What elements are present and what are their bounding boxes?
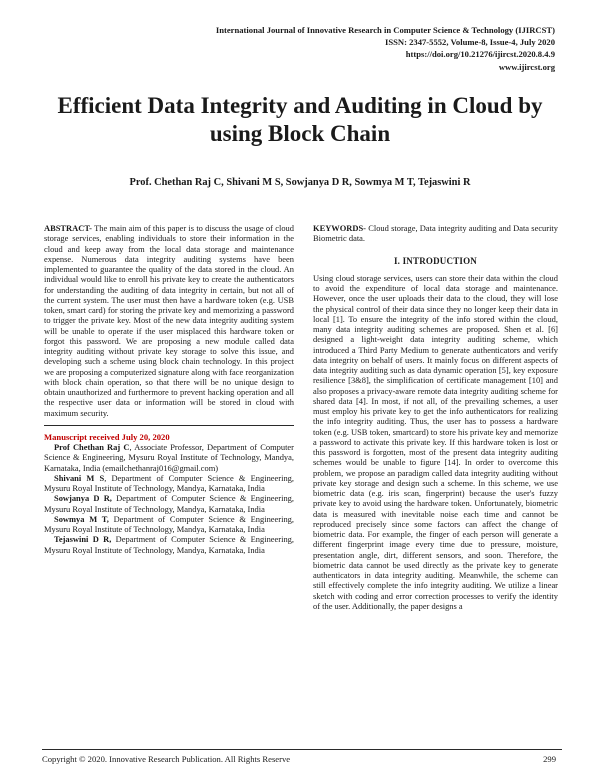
introduction-heading: I. INTRODUCTION: [393, 255, 477, 266]
journal-header: [135, 24, 555, 73]
affiliation-details: , Associate Professor, Department of Computer Science & Engineering, Mysuru Royal Institute of Technology, Mandya, Karnataka, India (emailchethanraj016@gmail.com): [44, 442, 294, 473]
abstract-text: The main aim of this paper is to discuss the usage of cloud storage services, enabling individuals to store their information in the cloud and keep away from the local data storage and maintenance expense. Numerous data integrity auditing systems have been implemented to guarantee the quality of the data stored in the cloud. An individual would like to enroll his private key to create the authenticators for understanding the auditing of data integrity in certain, but not all of the current system. The user must then have a hardware token (e.g. USB token, smart card) for storing the private key and memorizing a password to trigger the private key. Most of the new data integrity auditing system will be unable to operate if the user misplaced this hardware token or forgot this password. We are proposing a new module called data integrity auditing without private key storage to solve this issue, and developing such a scheme using block chain technology. In this project we are proposing a computerized signature along with face reorganization with block chain operation, so that there will be no unique design to obtain unauthorized and furthermore to prevent hacking operation and all the respective user data or information will be stored in cloud with maximum security.: [44, 223, 294, 418]
affiliation-name: Sowmya M T,: [54, 513, 109, 524]
affiliation-3: [44, 493, 294, 514]
page-number: 299: [543, 754, 556, 764]
affiliation-5: [44, 534, 294, 555]
journal-website[interactable]: www.ijircst.org: [498, 61, 555, 72]
keywords-text: Cloud storage, Data integrity auditing and Data security Biometric data.: [313, 223, 558, 244]
affiliation-name: Prof Chethan Raj C: [54, 442, 130, 452]
keywords-label: KEYWORDS-: [313, 223, 366, 233]
footer-copyright: Copyright © 2020. Innovative Research Publication. All Rights Reserve: [42, 754, 291, 764]
affiliation-name: Shivani M S: [54, 472, 105, 483]
right-column: [313, 223, 558, 611]
affiliation-details: Department of Computer Science & Engineering, Mysuru Royal Institute of Technology, Mandya, Karnataka, India: [44, 513, 294, 534]
footer-divider: [42, 749, 562, 750]
affiliation-details: Department of Computer Science & Engineering, Mysuru Royal Institute of Technology, Mandya, Karnataka, India: [44, 534, 294, 555]
introduction-text: Using cloud storage services, users can store their data within the cloud to avoid the expenditure of local data storage and maintenance. However, once the user uploads their data to the cloud, they will lose the physical control of their data since they no longer keep their data in local [1]. To ensure the integrity of the info stored within the cloud, many data integrity auditing schemes are proposed. Shen et al. [6] designed a light-weight data integrity auditing scheme, which introduced a Third Party Medium to generate authenticators and verify data integrity on behalf of users. It mainly focus on different aspects of data integrity auditing such as data dynamic operation [5], key exposure resilience [3&8], the simplification of certificate management [10] and also proposes a privacy-aware remote data integrity auditing scheme for shared data [4]. In most, if not all, of the prevailing schemes, a user must employ his private key to get the info authenticators for realizing the info integrity auditing. Thus, the user has to possess a hardware token (e.g. USB token, smartcard) to store his private key and memorize a password to activate this private key. If this hardware token is lost or this password is forgotten, most of the present data integrity auditing schemes would be unable to figure [14]. In order to overcome this problem, we propose an paradigm called data integrity auditing without private key storage and design such a scheme. In this scheme, we use biometric data (e.g. iris scan, fingerprint) because the user's fuzzy private key to avoid using the hardware token. Unfortunately, biometric data is measured with inevitable noise each time and cannot be reproduced precisely since some factors can affect the change of biometric data. For example, the finger of each person will generate a different fingerprint image every time due to pressure, moisture, presentation angle, dirt, different sensors, and soon. Therefore, the biometric data cannot be used directly as the private key to generate authenticators in data integrity auditing. Meanwhile, the scheme can still effectively complete the info integrity auditing. We utilize a linear sketch with coding and error correction processes to verify the identity of the user. Additionally, the paper designs a: [313, 272, 558, 611]
author-list: Prof. Chethan Raj C, Shivani M S, Sowjanya D R, Sowmya M T, Tejaswini R: [129, 177, 471, 188]
journal-doi[interactable]: https://doi.org/10.21276/ijircst.2020.8.4.9: [405, 49, 555, 60]
affiliation-2: [44, 473, 294, 494]
keywords-paragraph: [313, 223, 558, 244]
affiliation-details: , Department of Computer Science & Engineering, Mysuru Royal Institute of Technology, Mandya, Karnataka, India: [44, 472, 294, 493]
paper-title: Efficient Data Integrity and Auditing in Cloud by using Block Chain: [57, 93, 543, 146]
affiliation-details: Department of Computer Science & Engineering, Mysuru Royal Institute of Technology, Mandya, Karnataka, India: [44, 493, 294, 514]
affiliation-name: Tejaswini D R,: [54, 534, 112, 545]
abstract-label: ABSTRACT-: [44, 223, 92, 233]
journal-name: International Journal of Innovative Research in Computer Science & Technology (IJIRCST): [215, 25, 555, 35]
affiliation-name: Sowjanya D R,: [54, 493, 112, 504]
manuscript-received: Manuscript received July 20, 2020: [44, 431, 170, 442]
journal-issn: ISSN: 2347-5552, Volume-8, Issue-4, July 2020: [385, 37, 555, 48]
section-divider: [44, 425, 294, 426]
abstract-paragraph: [44, 223, 294, 418]
affiliation-1: [44, 442, 294, 473]
affiliation-4: [44, 514, 294, 535]
left-column: [44, 223, 294, 555]
